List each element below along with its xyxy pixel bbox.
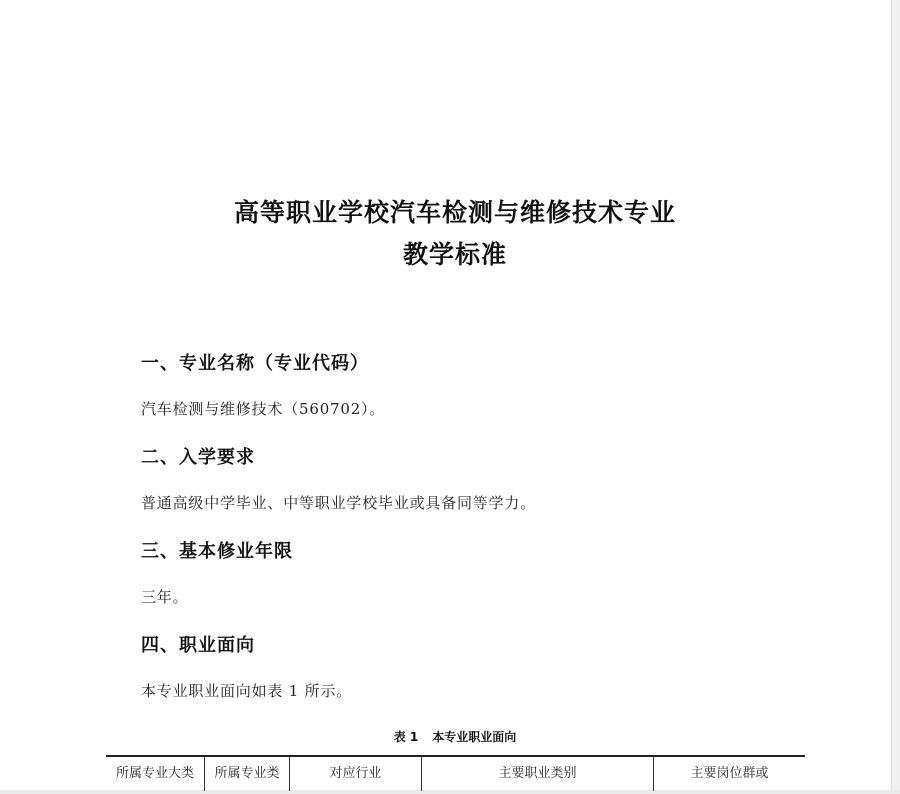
section-body-admission: 普通高级中学毕业、中等职业学校毕业或具备同等学力。 — [141, 494, 537, 512]
table-caption-number: 表 1 — [393, 730, 419, 744]
section-heading-duration: 三、基本修业年限 — [141, 541, 293, 562]
table-header-cell: 所属专业类 — [205, 757, 290, 791]
table-header-row — [106, 755, 805, 791]
document-title-line-1: 高等职业学校汽车检测与维修技术专业 — [233, 198, 676, 227]
document-title-line-2: 教学标准 — [402, 240, 507, 269]
section-heading-major-name: 一、专业名称（专业代码） — [141, 353, 369, 374]
section-body-duration: 三年。 — [141, 588, 189, 606]
table-header-cell: 主要职业类别 — [422, 757, 654, 791]
section-body-major-name: 汽车检测与维修技术（560702）。 — [141, 400, 386, 418]
table-caption — [0, 728, 900, 745]
table-header-cell: 主要岗位群或 — [690, 766, 769, 781]
table-caption-title: 本专业职业面向 — [432, 730, 517, 744]
section-heading-career: 四、职业面向 — [141, 635, 255, 656]
page-edge — [891, 0, 900, 794]
table-header-cell: 对应行业 — [290, 757, 422, 791]
section-body-career: 本专业职业面向如表 1 所示。 — [141, 682, 353, 700]
section-heading-admission: 二、入学要求 — [141, 447, 255, 468]
table-header-cell: 所属专业大类 — [106, 757, 205, 791]
